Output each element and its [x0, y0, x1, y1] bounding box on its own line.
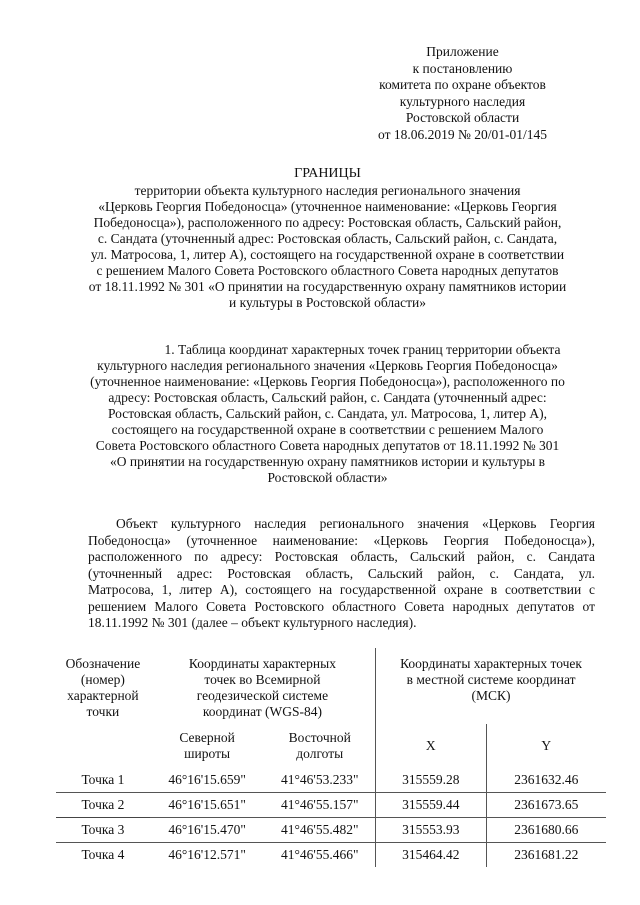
title-line: с решением Малого Совета Ростовского областного Совета народных депутатов [96, 263, 559, 278]
title-line: территории объекта культурного наследия регионального значения [134, 183, 521, 198]
cell-point: Точка 3 [56, 818, 150, 843]
header-text: широты [184, 746, 231, 761]
appendix-line: культурного наследия [399, 93, 526, 109]
title-line: «Церковь Георгия Победоносца» (уточненное наименование: «Церковь Георгия [98, 199, 557, 214]
table-row [56, 768, 606, 793]
table-row [56, 793, 606, 818]
paragraph-line: решением Малого Совета Ростовского областного Совета народных депутатов от [88, 598, 595, 614]
header-wgs84 [150, 648, 376, 724]
cell-longitude: 41°46'55.466" [264, 843, 375, 868]
table-row [56, 843, 606, 868]
cell-x: 315553.93 [376, 818, 486, 843]
cell-y: 2361632.46 [486, 768, 606, 793]
cell-x: 315559.28 [376, 768, 486, 793]
header-text: Координаты характерных [188, 656, 336, 671]
object-description [88, 516, 595, 632]
cell-latitude: 46°16'15.659" [168, 772, 246, 787]
header-msk [376, 648, 606, 724]
paragraph-line: Победоносца» (уточненное наименование: «Церковь Георгия Победоносца»), [88, 532, 595, 548]
appendix-line: от 18.06.2019 № 20/01-01/145 [378, 126, 547, 142]
title-line: и культуры в Ростовской области» [228, 295, 427, 310]
cell-longitude: 41°46'55.482" [264, 818, 375, 843]
header-text: Обозначение [65, 656, 141, 671]
cell-longitude: 41°46'55.157" [264, 793, 375, 818]
header-text: (номер) [80, 672, 125, 687]
cell-latitude: 46°16'12.571" [150, 843, 265, 868]
subheader-y: Y [486, 724, 606, 768]
section-line: «О принятии на государственную охрану памятников истории и культуры в [109, 454, 546, 469]
title-line: ул. Матросова, 1, литер А), состоящего на государственной охране в соответствии [90, 247, 565, 262]
header-text: точки [86, 704, 120, 719]
cell-x: 315464.42 [376, 843, 486, 868]
title-line: от 18.11.1992 № 301 «О принятии на государственную охрану памятников истории [88, 279, 567, 294]
header-text: точек во Всемирной [204, 672, 321, 687]
cell-point: Точка 1 [81, 772, 125, 787]
table-row [56, 818, 606, 843]
paragraph-line: Объект культурного наследия регионального значения «Церковь Георгия [116, 516, 595, 531]
cell-point: Точка 4 [56, 843, 150, 868]
section-line: состоящего на государственной охране в соответствии с решением Малого [111, 422, 544, 437]
cell-y: 2361673.65 [486, 793, 606, 818]
section-line: Ростовской области» [267, 470, 388, 485]
section-line: Совета Ростовского областного Совета народных депутатов от 18.11.1992 № 301 [95, 438, 560, 453]
header-text: Восточной [288, 730, 351, 745]
section-line: (уточненное наименование: «Церковь Георгия Победоносца»), расположенного по [90, 374, 565, 389]
paragraph-line: расположенного по адресу: Ростовская область, Сальский район, с. Сандата [88, 549, 595, 564]
paragraph-line: Матросова, 1, литер А), состоящего на государственной охране в соответствии с [88, 582, 595, 597]
table-header-row [56, 648, 606, 724]
header-text: Северной [179, 730, 235, 745]
appendix-line: комитета по охране объектов [379, 77, 546, 92]
cell-longitude: 41°46'53.233" [281, 772, 359, 787]
header-text: долготы [296, 746, 344, 761]
cell-x: 315559.44 [376, 793, 486, 818]
appendix-line: Ростовской области [405, 110, 520, 125]
coordinates-table [56, 648, 606, 867]
header-point-designation [56, 648, 150, 768]
header-text: Координаты характерных точек [400, 656, 582, 671]
section-heading [50, 342, 605, 486]
header-text: координат (WGS-84) [202, 704, 323, 719]
paragraph-line: 18.11.1992 № 301 (далее – объект культурного наследия). [88, 615, 417, 630]
header-text: в местной системе координат [406, 672, 576, 687]
document-title [50, 166, 605, 311]
subheader-longitude [264, 724, 375, 768]
header-text: (МСК) [471, 688, 511, 703]
cell-y: 2361680.66 [486, 818, 606, 843]
cell-point: Точка 2 [56, 793, 150, 818]
subheader-latitude [150, 724, 265, 768]
cell-latitude: 46°16'15.470" [150, 818, 265, 843]
header-text: характерной [67, 688, 139, 703]
section-line: адресу: Ростовская область, Сальский район, с. Сандата (уточненный адрес: [108, 390, 547, 405]
appendix-line: Приложение [426, 44, 499, 59]
section-line: культурного наследия регионального значения «Церковь Георгия Победоносца» [97, 358, 558, 373]
title-line: с. Сандата (уточненный адрес: Ростовская область, Сальский район, с. Сандата, [97, 231, 558, 246]
appendix-line: к постановлению [412, 60, 513, 76]
cell-latitude: 46°16'15.651" [150, 793, 265, 818]
appendix-header [360, 44, 565, 143]
cell-y: 2361681.22 [486, 843, 606, 868]
header-text: геодезической системе [196, 688, 329, 703]
paragraph-line: (уточненный адрес: Ростовская область, Сальский район, с. Сандата, ул. [88, 565, 595, 581]
section-line: Ростовская область, Сальский район, с. Сандата, ул. Матросова, 1, литер А), [107, 406, 548, 421]
subheader-x: X [376, 724, 486, 768]
section-line: 1. Таблица координат характерных точек границ территории объекта [164, 342, 561, 357]
title-heading: ГРАНИЦЫ [294, 166, 361, 181]
title-line: Победоносца»), расположенного по адресу: Ростовская область, Сальский район, [93, 215, 562, 230]
